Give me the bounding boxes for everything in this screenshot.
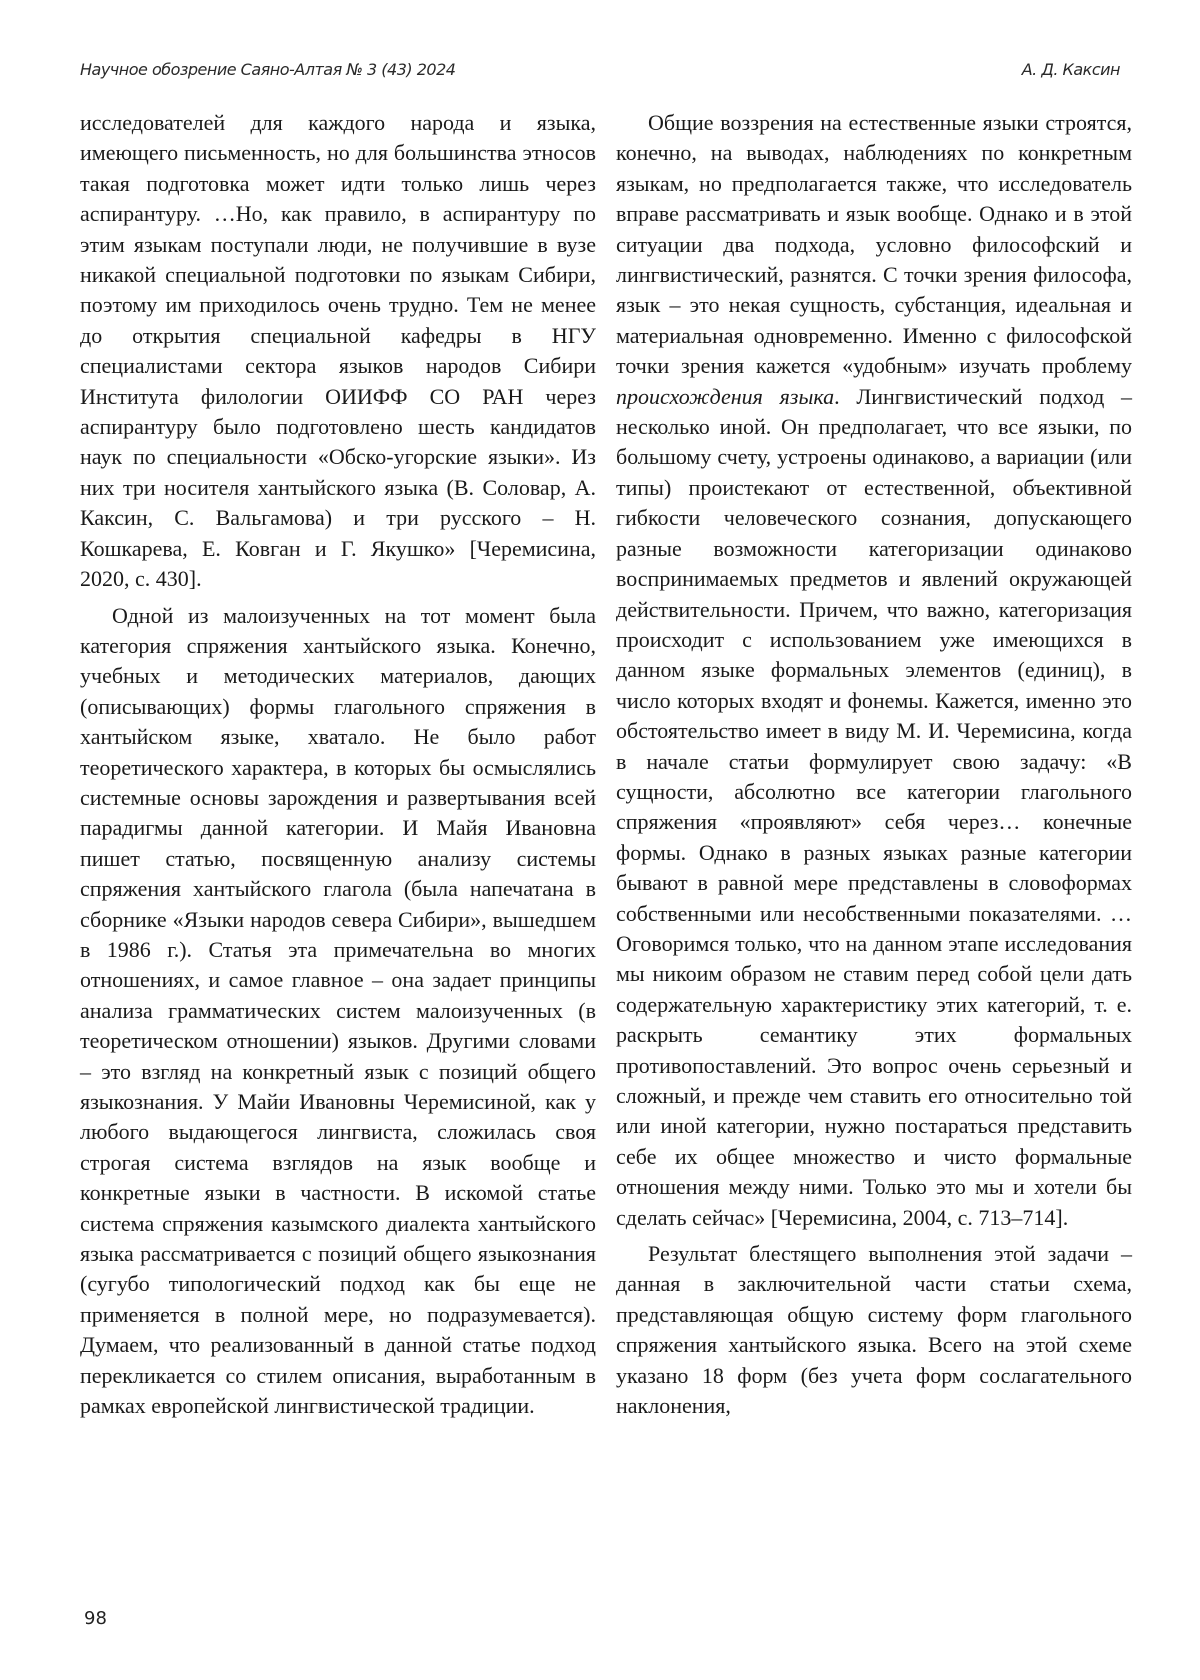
page-number: 98 — [84, 1608, 107, 1629]
text-segment: Общие воззрения на естественные языки строятся, конечно, на выводах, наблюдениях по конкретным языкам, но предполагается также, что исследователь вправе рассматривать и язык вообще. Однако и в этой ситуации два подхода, условно философский и лингвистический, разнятся. С точки зрения философа, язык – это некая сущность, субстанция, идеальная и материальная одновременно. Именно с философской точки зрения кажется «удобным» изучать проблему — [616, 110, 1132, 379]
author-name: А. Д. Каксин — [1021, 60, 1120, 79]
journal-title: Научное обозрение Саяно-Алтая № 3 (43) 2024 — [80, 60, 456, 79]
paragraph-result: Результат блестящего выполнения этой задачи – данная в заключительной части статьи схема, представляющая общую систему форм глагольного спряжения хантыйского языка. Всего на этой схеме указано 18 форм (без учета форм сослагательного наклонения, — [616, 1241, 1132, 1419]
italic-term: происхождения языка — [616, 383, 835, 409]
paragraph-conjugation-category: Одной из малоизученных на тот момент была категория спряжения хантыйского языка. Конечно, учебных и методических материалов, дающих (описывающих) формы глагольного спряжения в хантыйском языке, хватало. Не было работ теоретического характера, в которых бы осмыслялись системные основы зарождения и развертывания всей парадигмы данной категории. И Майя Ивановна пишет статью, посвященную анализу системы спряжения хантыйского глагола (была напечатана в сборнике «Языки народов севера Сибири», вышедшем в 1986 г.). Статья эта примечательна во многих отношениях, и самое главное – она задает принципы анализа грамматических систем малоизученных (в теоретическом отношении) языков. Другими словами – это взгляд на конкретный язык с позиций общего языкознания. У Майи Ивановны Черемисиной, как у любого выдающегося лингвиста, сложилась своя строгая система взглядов на язык вообще и конкретные языки в частности. В искомой статье система спряжения казымского диалекта хантыйского языка рассматривается с позиций общего языкознания (сугубо типологический подход как бы еще не применяется в полной мере, но подразумевается). Думаем, что реализованный в данной статье подход перекликается со стилем описания, выработанным в рамках европейской лингвистической традиции. — [80, 602, 596, 1419]
text-segment: . Лингвистический подход – несколько иной. Он предполагает, что все языки, по большому счету, устроены одинаково, а вариации (или типы) проистекают от естественной, объективной гибкости человеческого сознания, допускающего разные возможности категоризации одинаково воспринимаемых предметов и явлений окружающей действительности. Причем, что важно, категоризация происходит с использованием уже имеющихся в данном языке формальных элементов (единиц), в число которых входят и фонемы. Кажется, именно это обстоятельство имеет в виду М. И. Черемисина, когда в начале статьи формулирует свою задачу: «В сущности, абсолютно все категории глагольного спряжения «проявляют» себя через… конечные формы. Однако в разных языках разные категории бывают в равной мере представлены в словоформах собственными или несобственными показателями. …Оговоримся только, что на данном этапе исследования мы никоим образом не ставим перед собой цели дать содержательную характеристику этих категорий, т. е. раскрыть семантику этих формальных противопоставлений. Это вопрос очень серьезный и сложный, и прежде чем ставить его относительно той или иной категории, нужно постараться представить себе их общее множество и чисто формальные отношения между ними. Только это мы и хотели бы сделать сейчас» [Черемисина, 2004, с. 713–714]. — [616, 383, 1132, 1230]
right-column — [616, 108, 1132, 1421]
running-head — [80, 60, 1120, 84]
left-column — [80, 108, 596, 1421]
paragraph-general-views — [616, 108, 1132, 1233]
paragraph-quote-continuation: исследователей для каждого народа и языка, имеющего письменность, но для большинства этносов такая подготовка может идти только лишь через аспирантуру. …Но, как правило, в аспирантуру по этим языкам поступали люди, не получившие в вузе никакой специальной подготовки по языкам Сибири, поэтому им приходилось очень трудно. Тем не менее до открытия специальной кафедры в НГУ специалистами сектора языков народов Сибири Института филологии ОИИФФ СО РАН через аспирантуру было подготовлено шесть кандидатов наук по специальности «Обско-угорские языки». Из них три носителя хантыйского языка (В. Соловар, А. Каксин, С. Вальгамова) и три русского – Н. Кошкарева, Е. Ковган и Г. Якушко» [Черемисина, 2020, с. 430]. — [80, 110, 596, 592]
